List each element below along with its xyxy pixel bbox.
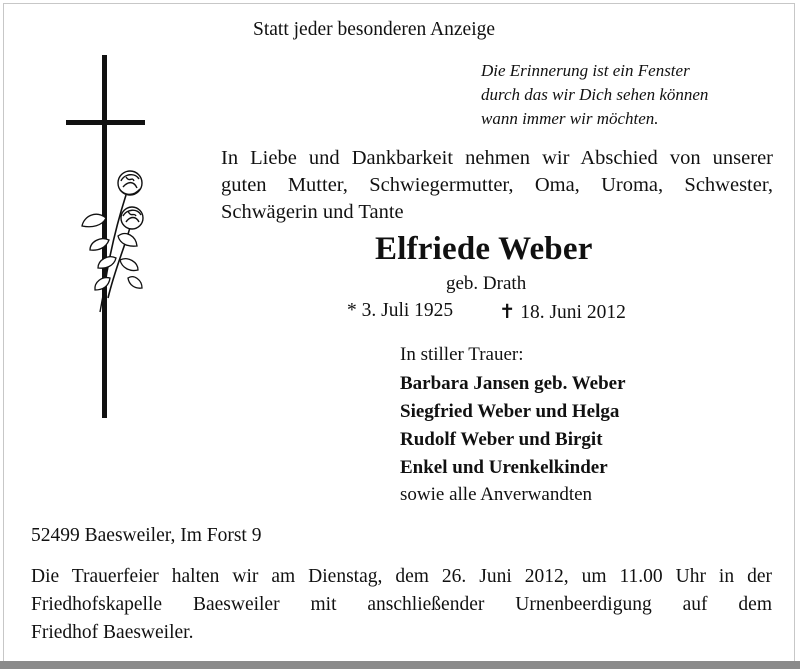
death-date: ✝ 18. Juni 2012 bbox=[499, 302, 626, 323]
header-text: Statt jeder besonderen Anzeige bbox=[253, 19, 496, 40]
intro-line-1: In Liebe und Dankbarkeit nehmen wir Abschied von unserer bbox=[221, 147, 773, 169]
cross-with-roses-icon bbox=[60, 50, 160, 422]
bottom-bar bbox=[0, 661, 800, 669]
mourners-others: sowie alle Anverwandten bbox=[400, 484, 593, 505]
maiden-name: geb. Drath bbox=[446, 273, 527, 294]
funeral-text bbox=[31, 563, 772, 647]
poem-line-1: Die Erinnerung ist ein Fenster bbox=[481, 61, 690, 80]
mourner-1: Barbara Jansen geb. Weber bbox=[400, 373, 626, 394]
mourner-4: Enkel und Urenkelkinder bbox=[400, 457, 608, 478]
address: 52499 Baesweiler, Im Forst 9 bbox=[31, 525, 262, 546]
deceased-name: Elfriede Weber bbox=[375, 231, 593, 267]
mourner-2: Siegfried Weber und Helga bbox=[400, 401, 620, 422]
funeral-line-1: Die Trauerfeier halten wir am Dienstag, dem 26. Juni 2012, um 11.00 Uhr in der bbox=[31, 566, 772, 587]
birth-date: * 3. Juli 1925 bbox=[347, 300, 454, 321]
funeral-line-2: Friedhofskapelle Baesweiler mit anschließender Urnenbeerdigung auf dem bbox=[31, 594, 772, 615]
mourner-3: Rudolf Weber und Birgit bbox=[400, 429, 603, 450]
mourners-intro: In stiller Trauer: bbox=[400, 344, 524, 365]
poem-line-2: durch das wir Dich sehen können bbox=[481, 85, 709, 104]
poem-line-3: wann immer wir möchten. bbox=[481, 109, 659, 128]
intro-line-3: Schwägerin und Tante bbox=[221, 201, 404, 223]
intro-line-2: guten Mutter, Schwiegermutter, Oma, Uroma, Schwester, bbox=[221, 174, 773, 196]
funeral-line-3: Friedhof Baesweiler. bbox=[31, 622, 194, 643]
intro-text bbox=[221, 145, 773, 226]
